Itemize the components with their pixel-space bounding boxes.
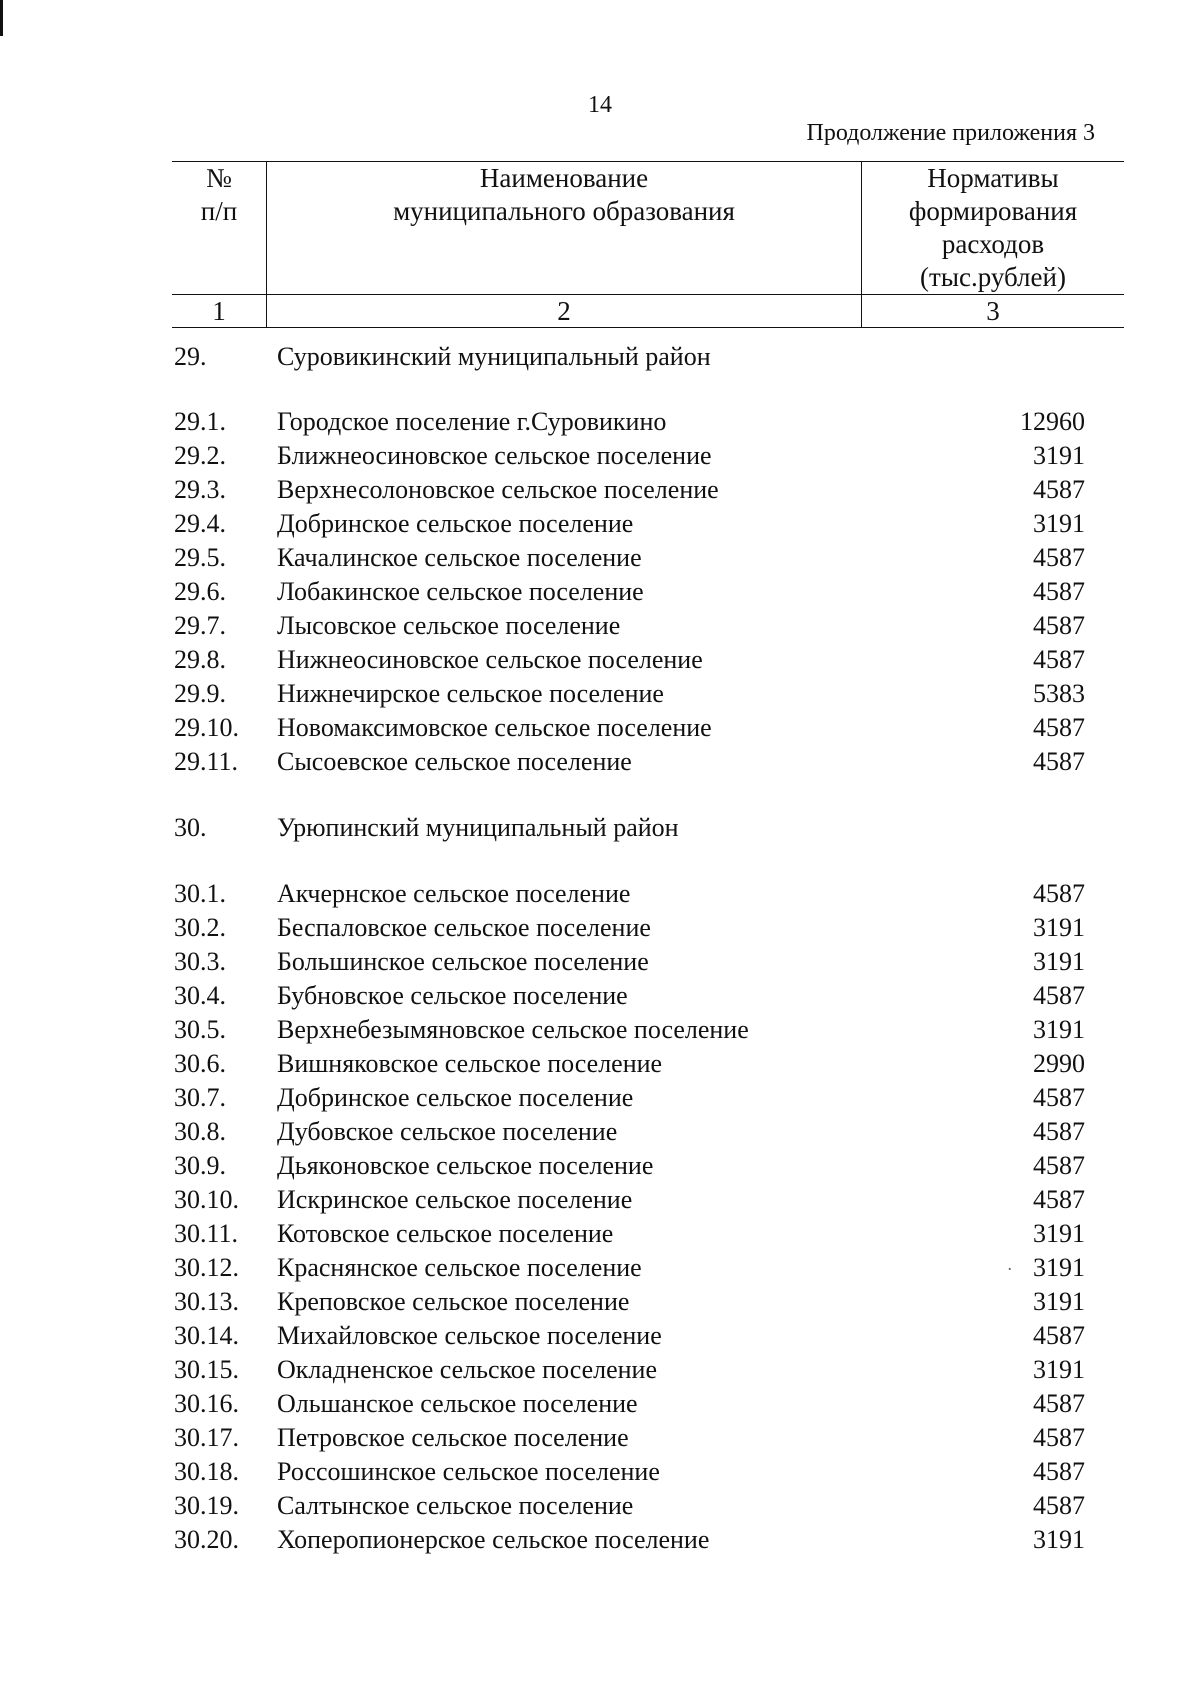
row-number: 29.1. xyxy=(174,407,226,436)
row-number: 30.14. xyxy=(174,1321,239,1350)
row-number: 30.11. xyxy=(174,1219,239,1248)
row-number: 30.4. xyxy=(174,981,226,1010)
row-number: 29.3. xyxy=(174,475,226,504)
row-number: 29.9. xyxy=(174,679,226,708)
row-number: 30.2. xyxy=(174,913,226,942)
row-name: Верхнесолоновское сельское поселение xyxy=(277,475,719,504)
table-row xyxy=(0,1013,1200,1047)
row-value: 3191 xyxy=(1033,1253,1085,1282)
row-number: 29.7. xyxy=(174,611,226,640)
row-number: 30.13. xyxy=(174,1287,239,1316)
row-value: 2990 xyxy=(1033,1049,1085,1078)
table-row xyxy=(0,541,1200,575)
row-value: 3191 xyxy=(1033,1525,1085,1554)
table-row xyxy=(0,575,1200,609)
header-col-norms-line: расходов xyxy=(941,229,1045,259)
header-col-name-line: муниципального образования xyxy=(393,196,735,226)
header-col-number-line: № xyxy=(206,163,232,193)
row-number: 29. xyxy=(174,342,207,371)
table-row xyxy=(0,1081,1200,1115)
row-name: Дьяконовское сельское поселение xyxy=(277,1151,654,1180)
row-name: Лобакинское сельское поселение xyxy=(277,577,644,606)
row-number: 30.10. xyxy=(174,1185,239,1214)
table-row xyxy=(0,1353,1200,1387)
row-number: 29.10. xyxy=(174,713,239,742)
row-number: 29.5. xyxy=(174,543,226,572)
row-value: 4587 xyxy=(1033,1457,1085,1486)
row-name: Верхнебезымяновское сельское поселение xyxy=(277,1015,749,1044)
header-col-number xyxy=(172,162,267,295)
district-row xyxy=(0,340,1200,374)
row-name: Петровское сельское поселение xyxy=(277,1423,629,1452)
row-value: 4587 xyxy=(1033,1151,1085,1180)
row-number: 30. xyxy=(174,813,207,842)
table-row xyxy=(0,643,1200,677)
row-name: Хоперопионерское сельское поселение xyxy=(277,1525,710,1554)
row-number: 30.18. xyxy=(174,1457,239,1486)
table-row xyxy=(0,1285,1200,1319)
table-row xyxy=(0,1047,1200,1081)
row-name: Россошинское сельское поселение xyxy=(277,1457,660,1486)
row-value: 4587 xyxy=(1033,1083,1085,1112)
row-name: Суровикинский муниципальный район xyxy=(277,342,711,371)
row-number: 30.15. xyxy=(174,1355,239,1384)
row-value: 4587 xyxy=(1033,611,1085,640)
district-row xyxy=(0,811,1200,845)
row-name: Добринское сельское поселение xyxy=(277,509,634,538)
appendix-note: Продолжение приложения 3 xyxy=(806,120,1095,146)
row-value: 4587 xyxy=(1033,747,1085,776)
row-name: Нижнеосиновское сельское поселение xyxy=(277,645,703,674)
row-value: 4587 xyxy=(1033,543,1085,572)
row-value: 4587 xyxy=(1033,645,1085,674)
row-name: Краснянское сельское поселение xyxy=(277,1253,642,1282)
row-name: Вишняковское сельское поселение xyxy=(277,1049,663,1078)
row-number: 30.12. xyxy=(174,1253,239,1282)
table-row xyxy=(0,1319,1200,1353)
row-name: Бубновское сельское поселение xyxy=(277,981,628,1010)
table-row xyxy=(0,405,1200,439)
header-col-norms-line: Нормативы xyxy=(927,163,1059,193)
row-number: 30.16. xyxy=(174,1389,239,1418)
table-header-row xyxy=(172,162,1124,295)
table-row xyxy=(0,1455,1200,1489)
header-col-name-line: Наименование xyxy=(479,163,649,193)
table-row xyxy=(0,1115,1200,1149)
row-value: 4587 xyxy=(1033,1389,1085,1418)
row-name: Городское поселение г.Суровикино xyxy=(277,407,667,436)
row-number: 30.5. xyxy=(174,1015,226,1044)
table-row xyxy=(0,945,1200,979)
table-row xyxy=(0,1251,1200,1285)
row-value: 4587 xyxy=(1033,1321,1085,1350)
row-name: Дубовское сельское поселение xyxy=(277,1117,618,1146)
row-value: 5383 xyxy=(1033,679,1085,708)
row-name: Креповское сельское поселение xyxy=(277,1287,630,1316)
table-row xyxy=(0,1183,1200,1217)
row-number: 29.4. xyxy=(174,509,226,538)
row-name: Большинское сельское поселение xyxy=(277,947,649,976)
header-col-norms-line: формирования xyxy=(908,196,1078,226)
row-number: 30.9. xyxy=(174,1151,226,1180)
row-value: 3191 xyxy=(1033,1287,1085,1316)
row-value: 3191 xyxy=(1033,509,1085,538)
row-value: 4587 xyxy=(1033,981,1085,1010)
row-number: 29.11. xyxy=(174,747,239,776)
row-value: 4587 xyxy=(1033,1423,1085,1452)
row-name: Лысовское сельское поселение xyxy=(277,611,621,640)
row-name: Искринское сельское поселение xyxy=(277,1185,633,1214)
header-col-norms xyxy=(862,162,1125,295)
table-row xyxy=(0,473,1200,507)
page-edge-mark xyxy=(0,0,3,36)
row-name: Салтынское сельское поселение xyxy=(277,1491,634,1520)
table-row xyxy=(0,745,1200,779)
scan-speck: . xyxy=(1007,1254,1012,1274)
table-row xyxy=(0,1217,1200,1251)
row-name: Новомаксимовское сельское поселение xyxy=(277,713,712,742)
table-row xyxy=(0,1523,1200,1557)
column-number-row xyxy=(172,295,1124,328)
row-number: 30.8. xyxy=(174,1117,226,1146)
header-col-norms-line: (тыс.рублей) xyxy=(920,262,1066,292)
row-number: 30.19. xyxy=(174,1491,239,1520)
row-value: 3191 xyxy=(1033,947,1085,976)
row-number: 30.3. xyxy=(174,947,226,976)
row-number: 29.6. xyxy=(174,577,226,606)
table-row xyxy=(0,1149,1200,1183)
header-col-number-line: п/п xyxy=(200,196,238,226)
header-col-name xyxy=(267,162,862,295)
row-value: 4587 xyxy=(1033,879,1085,908)
table-header xyxy=(172,161,1124,328)
row-name: Добринское сельское поселение xyxy=(277,1083,634,1112)
row-name: Котовское сельское поселение xyxy=(277,1219,614,1248)
row-name: Ольшанское сельское поселение xyxy=(277,1389,638,1418)
column-number: 3 xyxy=(862,295,1125,328)
table-row xyxy=(0,439,1200,473)
row-name: Урюпинский муниципальный район xyxy=(277,813,679,842)
table-row xyxy=(0,677,1200,711)
column-number: 2 xyxy=(267,295,862,328)
row-number: 29.8. xyxy=(174,645,226,674)
column-number: 1 xyxy=(172,295,267,328)
row-value: 4587 xyxy=(1033,1491,1085,1520)
row-number: 30.20. xyxy=(174,1525,239,1554)
row-number: 30.17. xyxy=(174,1423,239,1452)
row-name: Михайловское сельское поселение xyxy=(277,1321,662,1350)
row-value: 4587 xyxy=(1033,475,1085,504)
row-value: 3191 xyxy=(1033,913,1085,942)
row-value: 4587 xyxy=(1033,1117,1085,1146)
row-name: Акчернское сельское поселение xyxy=(277,879,631,908)
table-row xyxy=(0,979,1200,1013)
row-value: 4587 xyxy=(1033,1185,1085,1214)
table-row xyxy=(0,911,1200,945)
table-row xyxy=(0,1489,1200,1523)
row-value: 3191 xyxy=(1033,1015,1085,1044)
row-number: 30.6. xyxy=(174,1049,226,1078)
table-row xyxy=(0,1387,1200,1421)
row-value: 3191 xyxy=(1033,1219,1085,1248)
table-row xyxy=(0,711,1200,745)
table-row xyxy=(0,609,1200,643)
row-number: 30.7. xyxy=(174,1083,226,1112)
page-number: 14 xyxy=(588,92,612,118)
row-number: 29.2. xyxy=(174,441,226,470)
row-name: Качалинское сельское поселение xyxy=(277,543,642,572)
row-name: Ближнеосиновское сельское поселение xyxy=(277,441,712,470)
row-name: Беспаловское сельское поселение xyxy=(277,913,651,942)
row-value: 12960 xyxy=(1020,407,1085,436)
row-number: 30.1. xyxy=(174,879,226,908)
row-value: 3191 xyxy=(1033,441,1085,470)
row-value: 4587 xyxy=(1033,577,1085,606)
row-name: Сысоевское сельское поселение xyxy=(277,747,632,776)
row-name: Окладненское сельское поселение xyxy=(277,1355,658,1384)
table-row xyxy=(0,877,1200,911)
row-value: 3191 xyxy=(1033,1355,1085,1384)
table-row xyxy=(0,1421,1200,1455)
row-value: 4587 xyxy=(1033,713,1085,742)
table-row xyxy=(0,507,1200,541)
row-name: Нижнечирское сельское поселение xyxy=(277,679,664,708)
